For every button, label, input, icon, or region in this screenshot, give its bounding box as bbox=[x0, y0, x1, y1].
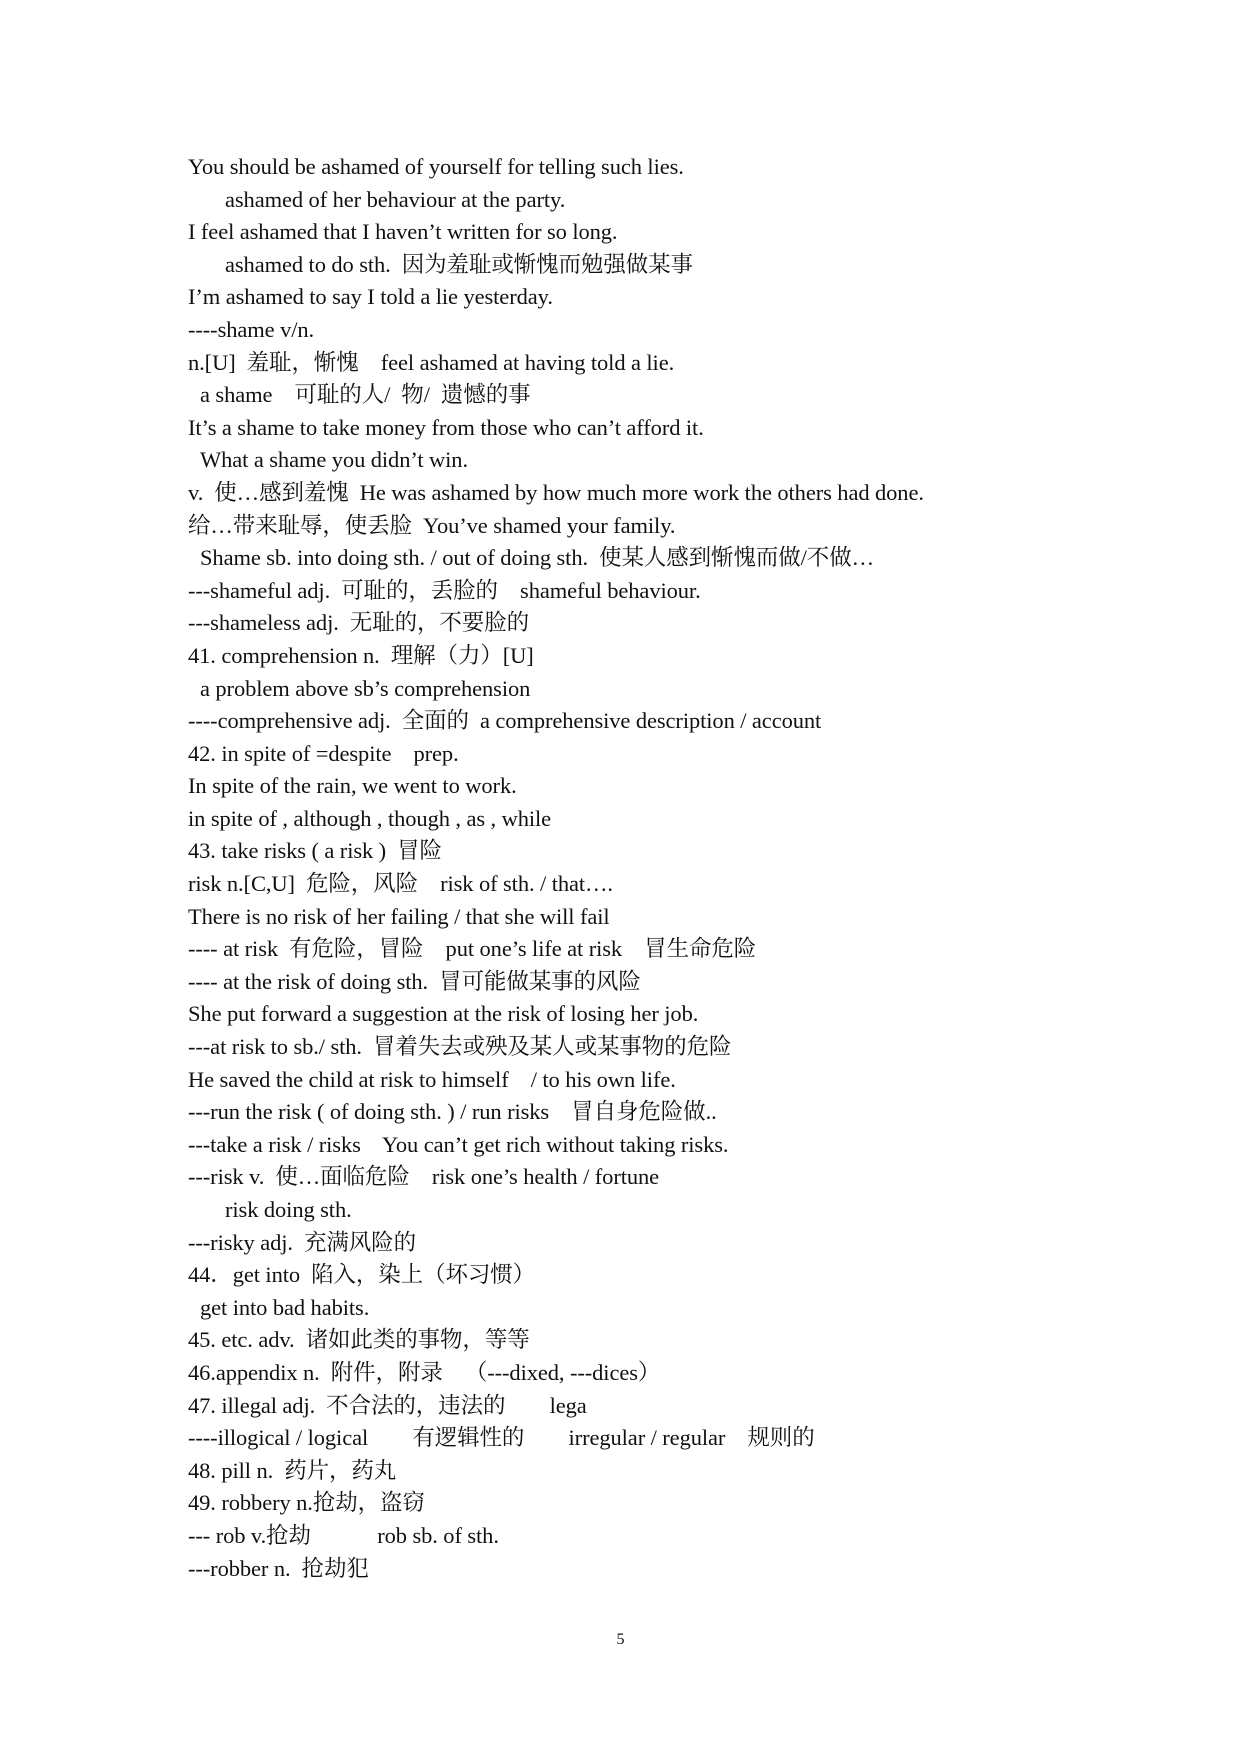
text-line: He saved the child at risk to himself / to his own life. bbox=[188, 1066, 676, 1092]
text-line: 45. etc. adv. 诸如此类的事物，等等 bbox=[188, 1327, 530, 1353]
text-line: a problem above sb’s comprehension bbox=[200, 675, 531, 701]
text-line: I’m ashamed to say I told a lie yesterday. bbox=[188, 284, 553, 310]
text-line: ashamed to do sth. 因为羞耻或惭愧而勉强做某事 bbox=[225, 251, 693, 277]
text-line: risk n.[C,U] 危险，风险 risk of sth. / that…. bbox=[188, 871, 613, 897]
text-line: ---- at the risk of doing sth. 冒可能做某事的风险 bbox=[188, 968, 641, 994]
text-line: 44．get into 陷入，染上（坏习惯） bbox=[188, 1262, 536, 1288]
text-line: 49. robbery n.抢劫，盗窃 bbox=[188, 1490, 425, 1516]
text-line: 给…带来耻辱，使丢脸 You’ve shamed your family. bbox=[188, 512, 676, 538]
text-line: ----illogical / logical 有逻辑性的 irregular / regular 规则的 bbox=[188, 1425, 815, 1451]
text-line: You should be ashamed of yourself for telling such lies. bbox=[188, 154, 684, 179]
text-line: ---- at risk 有危险，冒险 put one’s life at risk 冒生命危险 bbox=[188, 936, 757, 962]
text-line: --- rob v.抢劫 rob sb. of sth. bbox=[188, 1522, 499, 1548]
text-line: ---shameless adj. 无耻的，不要脸的 bbox=[188, 610, 529, 636]
text-line: n.[U] 羞耻，惭愧 feel ashamed at having told a lie. bbox=[188, 349, 675, 375]
text-line: There is no risk of her failing / that she will fail bbox=[188, 903, 610, 929]
text-line: I feel ashamed that I haven’t written for so long. bbox=[188, 219, 618, 245]
text-line: 46.appendix n. 附件，附录 （---dixed, ---dices） bbox=[188, 1359, 661, 1385]
text-line: ---run the risk ( of doing sth. ) / run risks 冒自身危险做.. bbox=[188, 1099, 717, 1125]
text-line: in spite of , although , though , as , while bbox=[188, 805, 552, 831]
text-line: 41. comprehension n. 理解（力）[U] bbox=[188, 642, 534, 668]
text-line: It’s a shame to take money from those who can’t afford it. bbox=[188, 414, 704, 440]
text-line: ---robber n. 抢劫犯 bbox=[188, 1555, 369, 1581]
text-line: get into bad habits. bbox=[200, 1294, 370, 1320]
text-line: ---shameful adj. 可耻的，丢脸的 shameful behaviour. bbox=[188, 577, 701, 603]
text-line: 47. illegal adj. 不合法的，违法的 lega bbox=[188, 1392, 587, 1418]
text-line: What a shame you didn’t win. bbox=[200, 447, 468, 473]
vocabulary-notes bbox=[188, 151, 1188, 1585]
text-line: ---at risk to sb./ sth. 冒着失去或殃及某人或某事物的危险 bbox=[188, 1034, 732, 1060]
text-line: ----shame v/n. bbox=[188, 316, 315, 342]
text-line: ----comprehensive adj. 全面的 a comprehensive description / account bbox=[188, 708, 822, 734]
text-line: a shame 可耻的人/ 物/ 遗憾的事 bbox=[200, 382, 531, 408]
page-number: 5 bbox=[616, 1631, 625, 1648]
text-line: ---risk v. 使…面临危险 risk one’s health / fortune bbox=[188, 1164, 660, 1190]
text-line: 43. take risks ( a risk ) 冒险 bbox=[188, 838, 442, 864]
text-line: risk doing sth. bbox=[225, 1197, 352, 1222]
text-line: ---risky adj. 充满风险的 bbox=[188, 1229, 416, 1255]
text-line: She put forward a suggestion at the risk of losing her job. bbox=[188, 1001, 699, 1027]
text-line: 48. pill n. 药片，药丸 bbox=[188, 1457, 397, 1483]
text-line: In spite of the rain, we went to work. bbox=[188, 773, 517, 799]
text-line: Shame sb. into doing sth. / out of doing sth. 使某人感到惭愧而做/不做… bbox=[200, 545, 875, 571]
text-line: ---take a risk / risks You can’t get rich without taking risks. bbox=[188, 1131, 729, 1157]
text-line: ashamed of her behaviour at the party. bbox=[225, 186, 566, 212]
text-line: 42. in spite of =despite prep. bbox=[188, 740, 459, 766]
text-line: v. 使…感到羞愧 He was ashamed by how much more work the others had done. bbox=[188, 479, 924, 505]
